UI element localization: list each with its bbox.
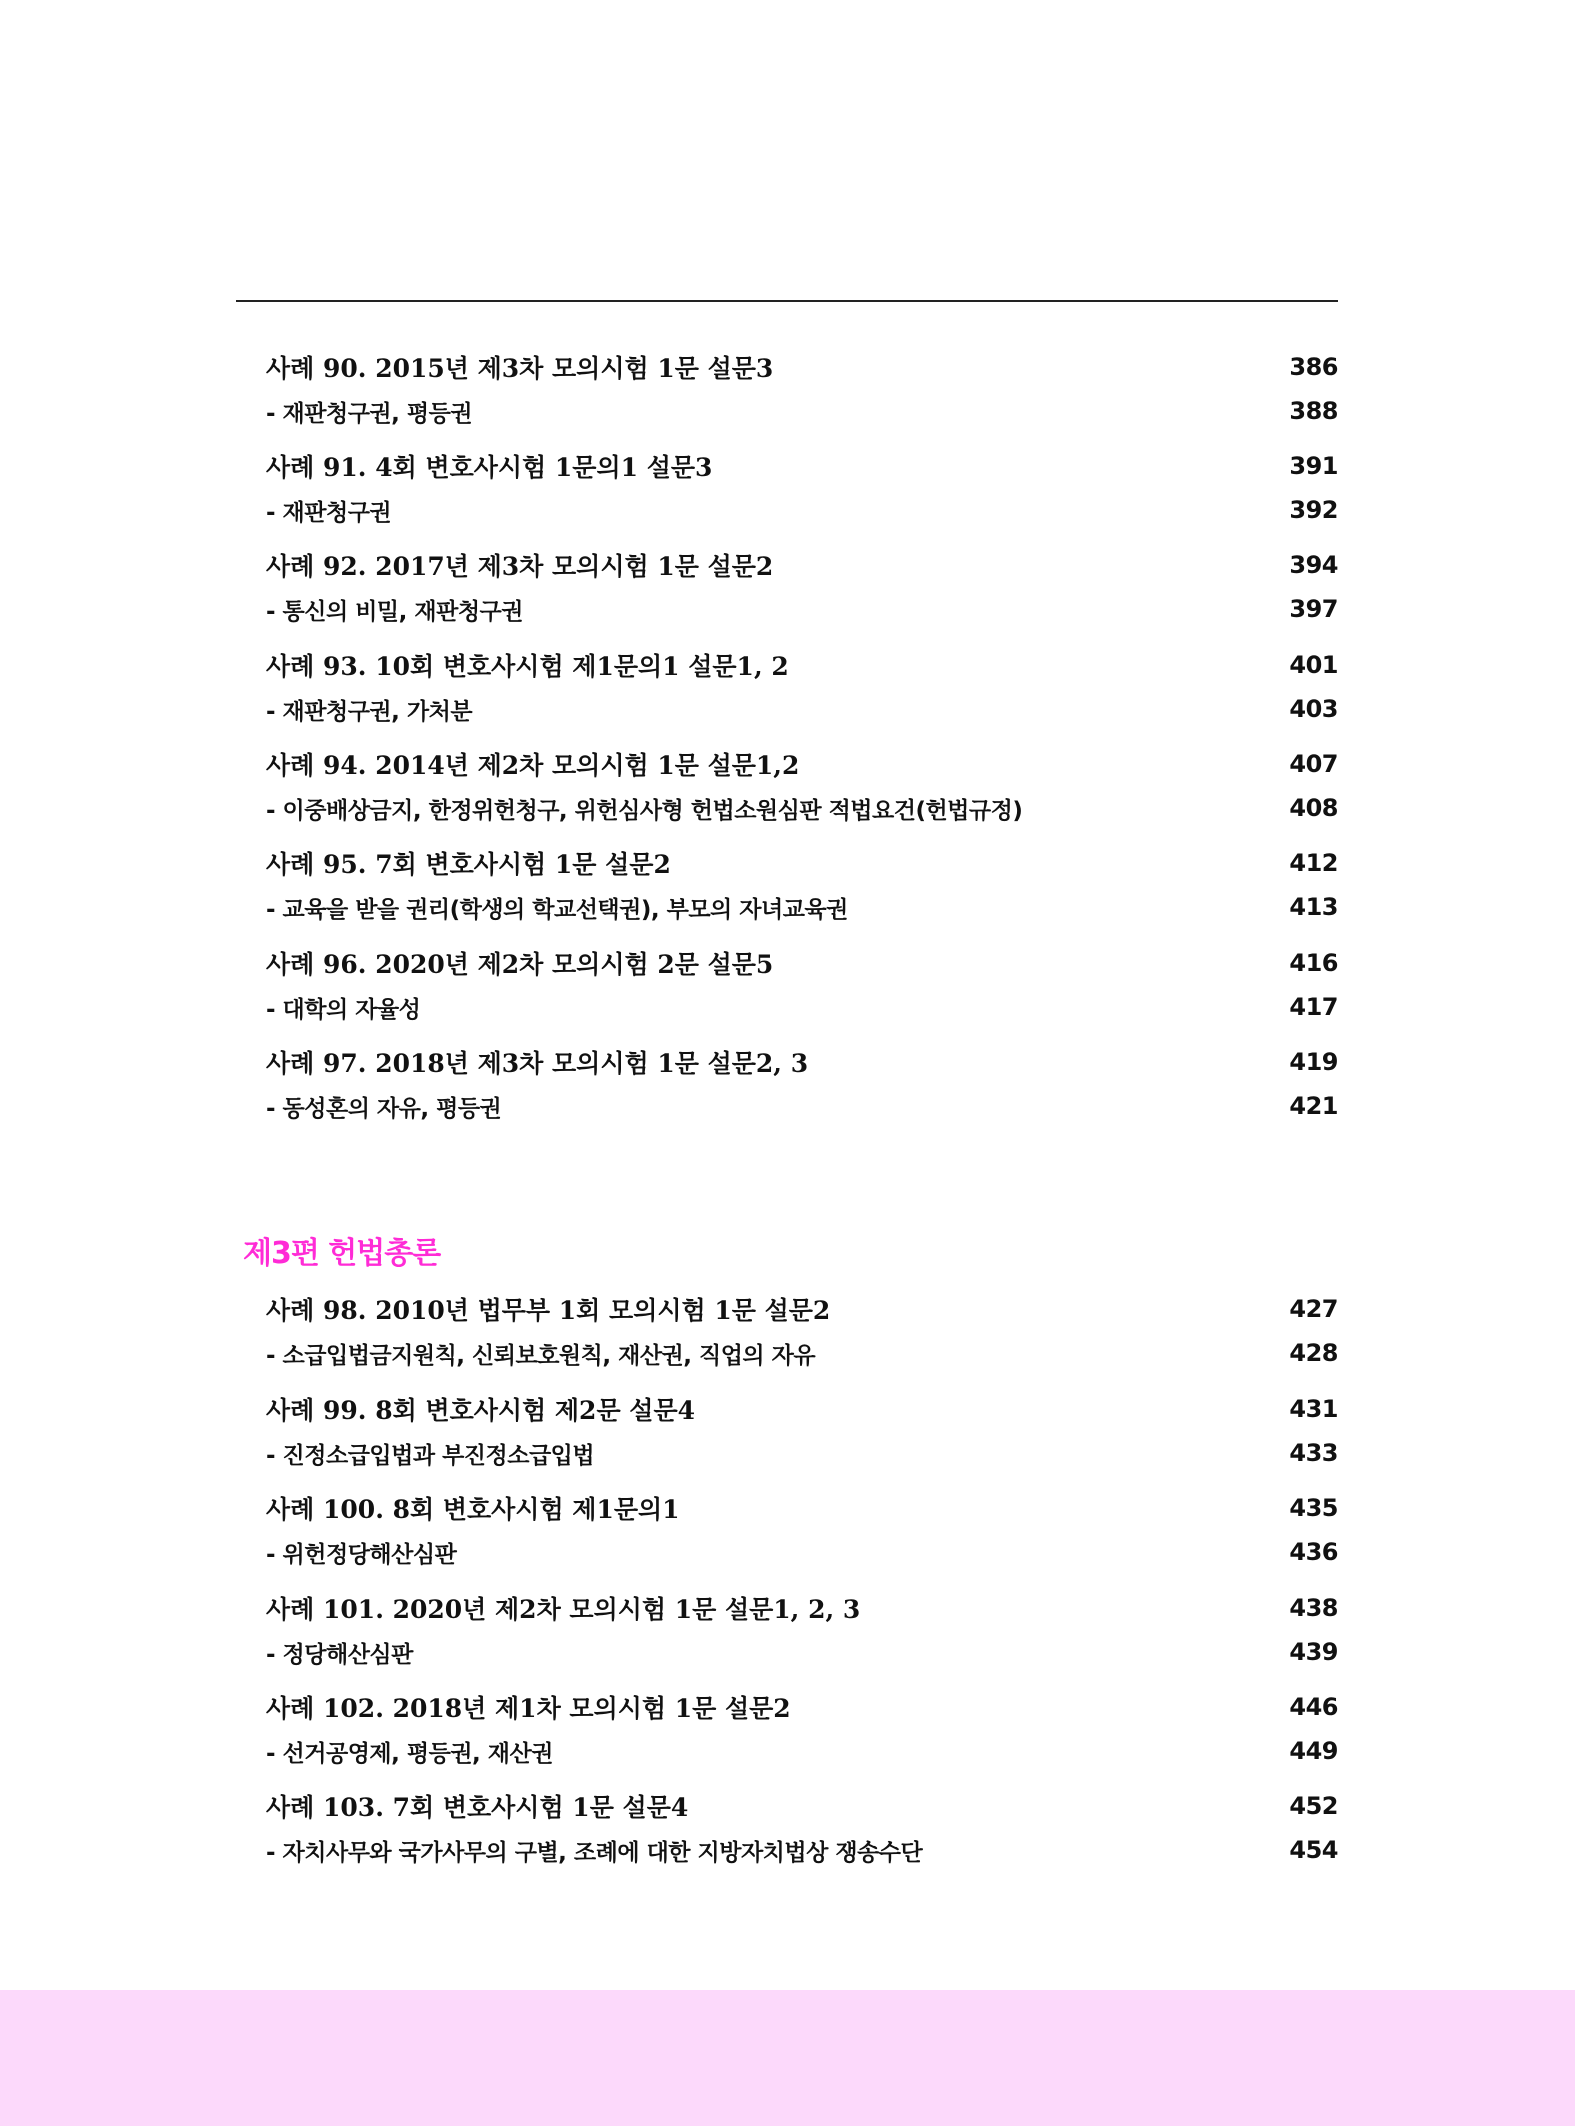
entry-page-number: 401: [1289, 651, 1338, 679]
toc-entry[interactable]: [266, 444, 1338, 532]
entry-page-number: 386: [1289, 353, 1338, 381]
toc-entry[interactable]: [266, 543, 1338, 631]
entry-title: 사례 103. 7회 변호사시험 1문 설문4: [266, 1793, 689, 1822]
entry-title: 사례 97. 2018년 제3차 모의시험 1문 설문2, 3: [266, 1049, 809, 1078]
entry-title: 사례 95. 7회 변호사시험 1문 설문2: [266, 850, 671, 879]
entry-page-number: 394: [1289, 551, 1338, 579]
entry-page-number: 412: [1289, 849, 1338, 877]
entry-page-number: 452: [1289, 1792, 1338, 1820]
toc-entry[interactable]: [266, 1287, 1338, 1375]
toc-entry[interactable]: [266, 1486, 1338, 1574]
entry-title: 사례 101. 2020년 제2차 모의시험 1문 설문1, 2, 3: [266, 1595, 861, 1624]
entry-title: 사례 90. 2015년 제3차 모의시험 1문 설문3: [266, 354, 774, 383]
subtitle-page-number: 454: [1289, 1836, 1338, 1864]
entry-page-number: 431: [1289, 1395, 1338, 1423]
subtitle-page-number: 421: [1289, 1092, 1338, 1120]
entry-subtitle: - 교육을 받을 권리(학생의 학교선택권), 부모의 자녀교육권: [266, 896, 848, 923]
entry-subtitle: - 선거공영제, 평등권, 재산권: [266, 1740, 553, 1767]
entry-subtitle: - 재판청구권, 가처분: [266, 698, 473, 725]
toc-entry[interactable]: [266, 1784, 1338, 1872]
subtitle-page-number: 417: [1289, 993, 1338, 1021]
entry-title: 사례 96. 2020년 제2차 모의시험 2문 설문5: [266, 950, 774, 979]
entry-subtitle: - 재판청구권, 평등권: [266, 400, 473, 427]
entry-title: 사례 92. 2017년 제3차 모의시험 1문 설문2: [266, 552, 774, 581]
entry-page-number: 446: [1289, 1693, 1338, 1721]
entry-page-number: 419: [1289, 1048, 1338, 1076]
subtitle-page-number: 388: [1289, 397, 1338, 425]
entry-subtitle: - 자치사무와 국가사무의 구별, 조례에 대한 지방자치법상 쟁송수단: [266, 1839, 923, 1866]
subtitle-page-number: 439: [1289, 1638, 1338, 1666]
toc-entry[interactable]: [266, 1685, 1338, 1773]
entry-subtitle: - 진정소급입법과 부진정소급입법: [266, 1442, 595, 1469]
entry-subtitle: - 동성혼의 자유, 평등권: [266, 1095, 502, 1122]
subtitle-page-number: 449: [1289, 1737, 1338, 1765]
subtitle-page-number: 428: [1289, 1339, 1338, 1367]
subtitle-page-number: 433: [1289, 1439, 1338, 1467]
entry-subtitle: - 위헌정당해산심판: [266, 1541, 457, 1568]
subtitle-page-number: 436: [1289, 1538, 1338, 1566]
toc-entry[interactable]: [266, 643, 1338, 731]
entry-page-number: 407: [1289, 750, 1338, 778]
footer-band: [0, 1990, 1575, 2126]
toc-entry[interactable]: [266, 345, 1338, 433]
entry-subtitle: - 재판청구권: [266, 499, 392, 526]
entry-title: 사례 91. 4회 변호사시험 1문의1 설문3: [266, 453, 713, 482]
subtitle-page-number: 397: [1289, 595, 1338, 623]
entry-title: 사례 94. 2014년 제2차 모의시험 1문 설문1,2: [266, 751, 800, 780]
entry-page-number: 427: [1289, 1295, 1338, 1323]
toc-entry[interactable]: [266, 742, 1338, 830]
toc-entry[interactable]: [266, 1387, 1338, 1475]
entry-subtitle: - 소급입법금지원칙, 신뢰보호원칙, 재산권, 직업의 자유: [266, 1342, 816, 1369]
top-divider: [236, 300, 1338, 302]
subtitle-page-number: 403: [1289, 695, 1338, 723]
entry-subtitle: - 이중배상금지, 한정위헌청구, 위헌심사형 헌법소원심판 적법요건(헌법규정): [266, 797, 1023, 824]
entry-title: 사례 98. 2010년 법무부 1회 모의시험 1문 설문2: [266, 1296, 831, 1325]
toc-entry[interactable]: [266, 1586, 1338, 1674]
subtitle-page-number: 392: [1289, 496, 1338, 524]
entry-page-number: 391: [1289, 452, 1338, 480]
entry-title: 사례 102. 2018년 제1차 모의시험 1문 설문2: [266, 1694, 791, 1723]
entry-title: 사례 99. 8회 변호사시험 제2문 설문4: [266, 1396, 695, 1425]
entry-subtitle: - 정당해산심판: [266, 1641, 413, 1668]
subtitle-page-number: 413: [1289, 893, 1338, 921]
section-heading: 제3편 헌법총론: [243, 1236, 441, 1271]
toc-entry[interactable]: [266, 941, 1338, 1029]
entry-title: 사례 93. 10회 변호사시험 제1문의1 설문1, 2: [266, 652, 789, 681]
subtitle-page-number: 408: [1289, 794, 1338, 822]
toc-entry[interactable]: [266, 841, 1338, 929]
entry-title: 사례 100. 8회 변호사시험 제1문의1: [266, 1495, 680, 1524]
entry-subtitle: - 통신의 비밀, 재판청구권: [266, 598, 523, 625]
entry-subtitle: - 대학의 자율성: [266, 996, 421, 1023]
entry-page-number: 416: [1289, 949, 1338, 977]
toc-entry[interactable]: [266, 1040, 1338, 1128]
entry-page-number: 438: [1289, 1594, 1338, 1622]
entry-page-number: 435: [1289, 1494, 1338, 1522]
